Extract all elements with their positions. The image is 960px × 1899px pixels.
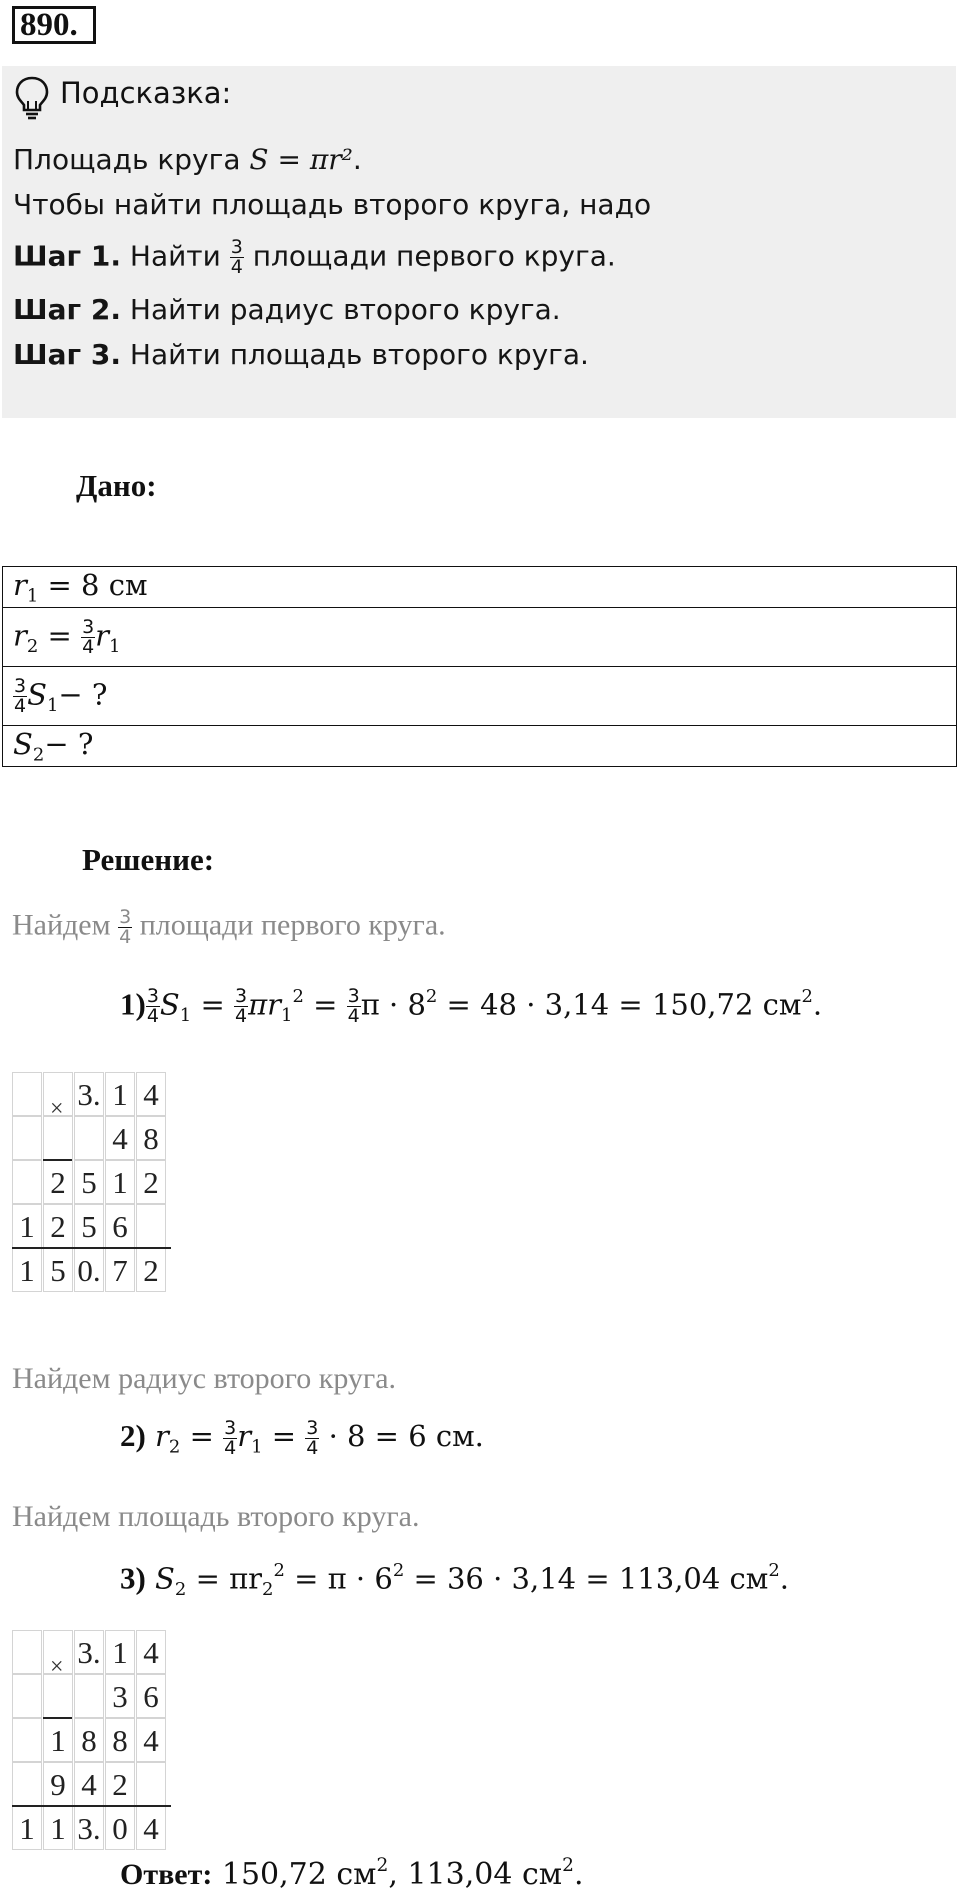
digit-cell	[12, 1718, 42, 1762]
step-1-label: Шаг 1.	[13, 239, 121, 273]
digit-cell: 7	[105, 1248, 135, 1292]
digit-cell: 1	[43, 1718, 73, 1762]
var-r: r	[13, 567, 27, 602]
digit-cell: 9	[43, 1762, 73, 1806]
digit-cell: 0.	[74, 1248, 104, 1292]
fraction	[305, 1416, 319, 1459]
given-table	[2, 566, 957, 767]
digit-cell: 3.	[74, 1806, 104, 1850]
given-row	[3, 567, 957, 608]
digit-cell: 1	[12, 1204, 42, 1248]
subscript: 1	[281, 1004, 293, 1026]
digit-cell: 1	[12, 1806, 42, 1850]
fraction-denominator: 4	[306, 1436, 319, 1459]
hint-line-1-text: Площадь круга	[13, 143, 250, 176]
var-r: r	[95, 618, 110, 652]
operator-rule	[43, 1717, 72, 1719]
subscript: 2	[168, 1436, 181, 1458]
hint-line-1-end: .	[352, 143, 362, 176]
digit-cell	[74, 1674, 104, 1718]
var-r: r	[237, 1419, 252, 1453]
subscript: 2	[262, 1578, 274, 1600]
fraction-numerator: 3	[224, 1416, 237, 1439]
hint-step-2	[13, 293, 561, 326]
digit-cell: 8	[74, 1718, 104, 1762]
hint-line-1	[13, 143, 362, 176]
given-cell-s2	[3, 726, 957, 767]
step-1-fraction	[230, 238, 244, 277]
fraction-numerator: 3	[146, 985, 159, 1008]
superscript: 2	[425, 986, 438, 1007]
given-row	[3, 608, 957, 667]
fraction-denominator: 4	[224, 1436, 237, 1459]
fraction	[223, 1416, 237, 1459]
fraction-denominator: 4	[230, 256, 243, 278]
var-s: S	[27, 677, 47, 711]
question: − ?	[58, 677, 108, 711]
equals: =	[180, 1419, 224, 1453]
fraction	[81, 615, 95, 658]
digit-cell: 3	[105, 1674, 135, 1718]
digit-cell: 8	[136, 1116, 166, 1160]
fraction-numerator: 3	[82, 615, 95, 638]
hint-line-2: Чтобы найти площадь второго круга, надо	[13, 188, 652, 221]
fraction-numerator: 3	[306, 1416, 319, 1439]
digit-cell: 4	[136, 1718, 166, 1762]
digit-cell: 8	[105, 1718, 135, 1762]
fraction-numerator: 3	[347, 985, 360, 1008]
subscript: 2	[32, 744, 45, 766]
digit-cell: 2	[136, 1248, 166, 1292]
fraction-denominator: 4	[119, 926, 132, 948]
step-1-pre: Найти	[129, 239, 221, 273]
step-2-note: Найдем радиус второго круга.	[12, 1362, 397, 1395]
digit-cell	[12, 1674, 42, 1718]
hint-step-1	[13, 238, 616, 277]
answer-value-2: 113,04 см	[407, 1857, 563, 1893]
fraction-numerator: 3	[14, 674, 27, 697]
step-3-note: Найдем площадь второго круга.	[12, 1500, 420, 1533]
subscript: 1	[109, 635, 121, 657]
fraction-numerator: 3	[119, 906, 132, 928]
var-r: r	[13, 618, 27, 652]
digit-cell	[12, 1160, 42, 1204]
digit-cell: 6	[136, 1674, 166, 1718]
formula-step-2	[120, 1418, 484, 1458]
lightbulb-icon	[12, 74, 52, 120]
expression: · 8 = 6 см.	[319, 1419, 484, 1453]
digit-cell: 3.	[74, 1630, 104, 1674]
digit-cell: 0	[105, 1806, 135, 1850]
hint-step-3	[13, 338, 589, 371]
hint-title: Подсказка:	[60, 76, 232, 110]
subscript: 1	[179, 1004, 192, 1026]
subscript: 2	[174, 1578, 187, 1600]
equals: =	[38, 618, 82, 652]
step-2-label: Шаг 2.	[13, 293, 121, 326]
note-text: площади первого круга.	[139, 908, 446, 942]
fraction-denominator: 4	[234, 1005, 248, 1028]
fraction-denominator: 4	[146, 1005, 159, 1028]
separator: ,	[388, 1857, 408, 1893]
digit-cell: 1	[12, 1248, 42, 1292]
var-s: S	[159, 987, 180, 1022]
digit-cell: 1	[105, 1630, 135, 1674]
digit-cell: 3.	[74, 1072, 104, 1116]
multiply-sign: ×	[50, 1096, 64, 1123]
var-s: S	[155, 1561, 175, 1596]
answer-label: Ответ:	[120, 1858, 213, 1892]
fraction	[146, 987, 160, 1026]
given-cell-r2	[3, 608, 957, 667]
fraction	[13, 674, 27, 717]
fraction-numerator: 3	[234, 985, 248, 1008]
digit-cell: 2	[43, 1204, 73, 1248]
fraction-denominator: 4	[14, 694, 27, 717]
period: .	[573, 1857, 584, 1893]
superscript: 2	[273, 1560, 285, 1581]
digit-cell: 4	[136, 1072, 166, 1116]
digit-cell: 4	[105, 1116, 135, 1160]
expression: πr	[248, 987, 282, 1022]
expression: = 48 · 3,14 = 150,72 см	[437, 987, 802, 1022]
task-number: 890.	[12, 6, 96, 44]
area-formula: S = πr²	[249, 143, 353, 176]
question: − ?	[44, 726, 94, 761]
sum-rule	[12, 1805, 171, 1807]
digit-cell: 5	[43, 1248, 73, 1292]
digit-cell: 4	[136, 1630, 166, 1674]
expression: = 36 · 3,14 = 113,04 см	[404, 1561, 769, 1596]
digit-cell: 4	[136, 1806, 166, 1850]
period: .	[779, 1561, 789, 1596]
step-3-label: Шаг 3.	[13, 338, 121, 371]
digit-cell: 4	[74, 1762, 104, 1806]
value: = 8 см	[38, 567, 148, 602]
digit-cell: 5	[74, 1160, 104, 1204]
step-3-text: Найти площадь второго круга.	[129, 338, 589, 371]
multiply-sign: ×	[50, 1654, 64, 1681]
superscript: 2	[768, 1560, 780, 1581]
digit-cell	[74, 1116, 104, 1160]
superscript: 2	[292, 986, 304, 1007]
expression: = πr	[186, 1561, 263, 1596]
step-label: 2)	[120, 1418, 146, 1453]
fraction-denominator: 4	[82, 635, 95, 658]
digit-cell: 2	[105, 1762, 135, 1806]
digit-cell	[12, 1072, 42, 1116]
given-row	[3, 667, 957, 726]
subscript: 1	[26, 585, 39, 607]
equals: =	[303, 987, 347, 1022]
digit-cell	[12, 1116, 42, 1160]
subscript: 2	[26, 635, 39, 657]
digit-cell: 2	[43, 1160, 73, 1204]
expression: = π · 6	[284, 1561, 393, 1596]
period: .	[812, 987, 823, 1022]
note-fraction	[118, 908, 132, 947]
expression: π · 8	[360, 987, 426, 1022]
given-cell-s1	[3, 667, 957, 726]
superscript: 2	[392, 1560, 405, 1581]
digit-cell	[136, 1204, 166, 1248]
digit-cell	[12, 1762, 42, 1806]
digit-cell: 1	[105, 1160, 135, 1204]
given-cell-r1	[3, 567, 957, 608]
digit-cell: 5	[74, 1204, 104, 1248]
fraction-numerator: 3	[230, 236, 243, 258]
answer	[120, 1855, 584, 1892]
given-row	[3, 726, 957, 767]
step-label: 3)	[120, 1560, 146, 1596]
equals: =	[191, 987, 234, 1022]
given-heading: Дано:	[76, 468, 157, 503]
fraction	[234, 987, 248, 1026]
superscript: 2	[562, 1855, 574, 1876]
superscript: 2	[801, 986, 813, 1007]
digit-cell: 1	[43, 1806, 73, 1850]
solution-heading: Решение:	[82, 842, 215, 877]
formula-step-3	[120, 1560, 789, 1600]
digit-cell: 6	[105, 1204, 135, 1248]
var-s: S	[13, 726, 33, 761]
digit-cell: 2	[136, 1160, 166, 1204]
sum-rule	[12, 1247, 171, 1249]
equals: =	[262, 1419, 306, 1453]
digit-cell	[12, 1630, 42, 1674]
step-2-text: Найти радиус второго круга.	[129, 293, 561, 326]
step-label: 1)	[120, 986, 146, 1022]
digit-cell	[136, 1762, 166, 1806]
subscript: 1	[251, 1436, 263, 1458]
digit-cell: 1	[105, 1072, 135, 1116]
subscript: 1	[46, 694, 59, 716]
operator-rule	[43, 1159, 72, 1161]
var-r: r	[155, 1419, 169, 1453]
superscript: 2	[376, 1855, 389, 1876]
note-text: Найдем	[12, 908, 111, 942]
fraction-denominator: 4	[347, 1005, 360, 1028]
fraction	[347, 987, 361, 1026]
answer-value-1: 150,72 см	[221, 1857, 377, 1893]
formula-step-1	[120, 986, 822, 1026]
step-1-note	[12, 908, 446, 947]
step-1-post: площади первого круга.	[252, 239, 616, 273]
